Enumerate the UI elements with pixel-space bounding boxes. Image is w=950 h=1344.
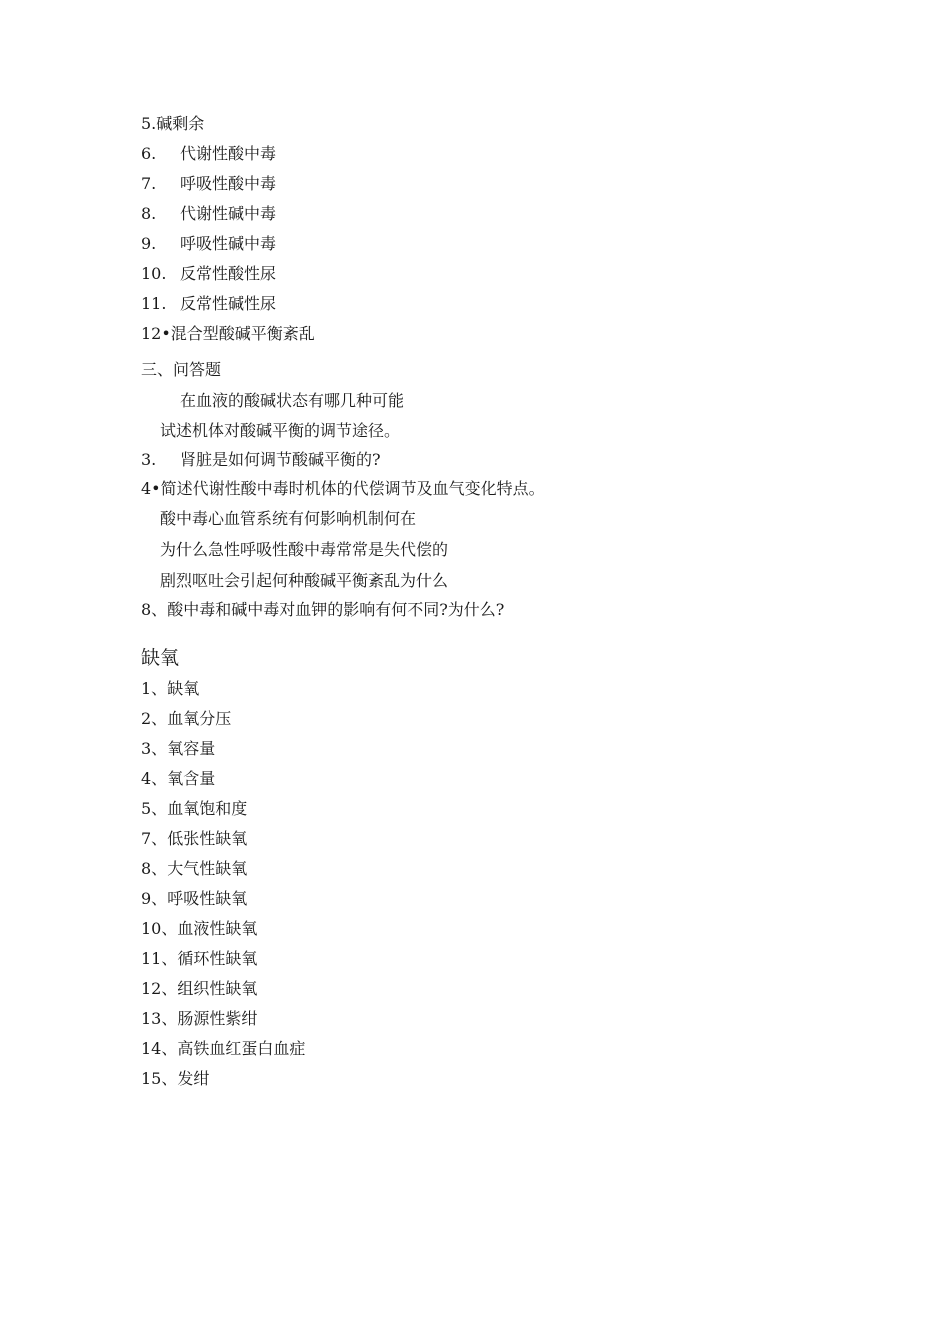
item-text: 高铁血红蛋白血症: [177, 1039, 306, 1058]
question-text: 简述代谢性酸中毒时机体的代偿调节及血气变化特点。: [160, 479, 545, 498]
question-item: [160, 509, 416, 529]
item-text: 发绀: [177, 1069, 210, 1088]
item-text: 缺氧: [167, 679, 200, 698]
term-item-9: [141, 234, 276, 254]
item-text: 血液性缺氧: [177, 919, 258, 938]
item-number: 12•: [141, 324, 171, 343]
item-number: 9、: [141, 889, 168, 908]
question-item-8: [141, 600, 504, 620]
question-text: 在血液的酸碱状态有哪几种可能: [180, 391, 405, 410]
item-number: 4、: [141, 769, 168, 788]
question-item: [160, 421, 400, 441]
hypoxia-item-10: [141, 919, 257, 939]
question-number: 8、: [141, 600, 168, 619]
item-text: 呼吸性碱中毒: [180, 234, 277, 253]
item-text: 呼吸性酸中毒: [180, 174, 277, 193]
hypoxia-item-11: [141, 949, 257, 969]
item-number: 1、: [141, 679, 168, 698]
item-text: 代谢性碱中毒: [180, 204, 277, 223]
item-text: 代谢性酸中毒: [180, 144, 277, 163]
item-text: 反常性酸性尿: [180, 264, 277, 283]
item-number: 7.: [141, 174, 157, 193]
hypoxia-item-8: [141, 859, 247, 879]
item-number: 14、: [141, 1039, 178, 1058]
question-item: [160, 571, 448, 591]
item-number: 8.: [141, 204, 157, 223]
item-text: 循环性缺氧: [177, 949, 258, 968]
question-text: 试述机体对酸碱平衡的调节途径。: [160, 421, 401, 440]
question-text: 肾脏是如何调节酸碱平衡的?: [180, 450, 381, 469]
hypoxia-item-1: [141, 679, 199, 699]
item-number: 5.: [141, 114, 157, 133]
item-number: 11、: [141, 949, 178, 968]
item-text: 低张性缺氧: [167, 829, 248, 848]
item-text: 混合型酸碱平衡紊乱: [170, 324, 315, 343]
term-item-6: [141, 144, 276, 164]
hypoxia-item-5: [141, 799, 247, 819]
item-text: 组织性缺氧: [177, 979, 258, 998]
term-item-8: [141, 204, 276, 224]
item-number: 3、: [141, 739, 168, 758]
item-number: 10、: [141, 919, 178, 938]
question-number: 4•: [141, 479, 161, 498]
question-item-3: [141, 450, 381, 470]
item-number: 12、: [141, 979, 178, 998]
item-number: 11.: [141, 294, 167, 313]
item-number: 9.: [141, 234, 157, 253]
question-text: 为什么急性呼吸性酸中毒常常是失代偿的: [160, 540, 449, 559]
item-number: 15、: [141, 1069, 178, 1088]
hypoxia-item-2: [141, 709, 231, 729]
question-number: 3.: [141, 450, 157, 469]
hypoxia-item-15: [141, 1069, 209, 1089]
item-text: 血氧分压: [167, 709, 232, 728]
section-title-questions: 三、问答题: [141, 360, 222, 379]
question-item: [160, 540, 448, 560]
item-text: 氧容量: [167, 739, 216, 758]
term-item-10: [141, 264, 276, 284]
item-number: 6.: [141, 144, 157, 163]
section-title-hypoxia: 缺氧: [141, 647, 180, 669]
hypoxia-item-12: [141, 979, 257, 999]
item-number: 5、: [141, 799, 168, 818]
item-number: 8、: [141, 859, 168, 878]
item-text: 碱剩余: [156, 114, 205, 133]
item-text: 呼吸性缺氧: [167, 889, 248, 908]
question-text: 剧烈呕吐会引起何种酸碱平衡紊乱为什么: [160, 571, 449, 590]
hypoxia-item-7: [141, 829, 247, 849]
item-text: 血氧饱和度: [167, 799, 248, 818]
hypoxia-item-3: [141, 739, 215, 759]
question-item-4: [141, 479, 545, 499]
term-item-12: [141, 324, 315, 344]
term-item-5: [141, 114, 204, 134]
hypoxia-item-9: [141, 889, 247, 909]
item-text: 氧含量: [167, 769, 216, 788]
hypoxia-item-4: [141, 769, 215, 789]
item-number: 13、: [141, 1009, 178, 1028]
question-text: 酸中毒心血管系统有何影响机制何在: [160, 509, 417, 528]
item-number: 7、: [141, 829, 168, 848]
hypoxia-item-14: [141, 1039, 305, 1059]
item-text: 肠源性紫绀: [177, 1009, 258, 1028]
question-item: [180, 391, 404, 411]
term-item-11: [141, 294, 276, 314]
hypoxia-item-13: [141, 1009, 257, 1029]
item-text: 反常性碱性尿: [180, 294, 277, 313]
item-number: 2、: [141, 709, 168, 728]
term-item-7: [141, 174, 276, 194]
item-number: 10.: [141, 264, 167, 283]
item-text: 大气性缺氧: [167, 859, 248, 878]
question-text: 酸中毒和碱中毒对血钾的影响有何不同?为什么?: [167, 600, 505, 619]
